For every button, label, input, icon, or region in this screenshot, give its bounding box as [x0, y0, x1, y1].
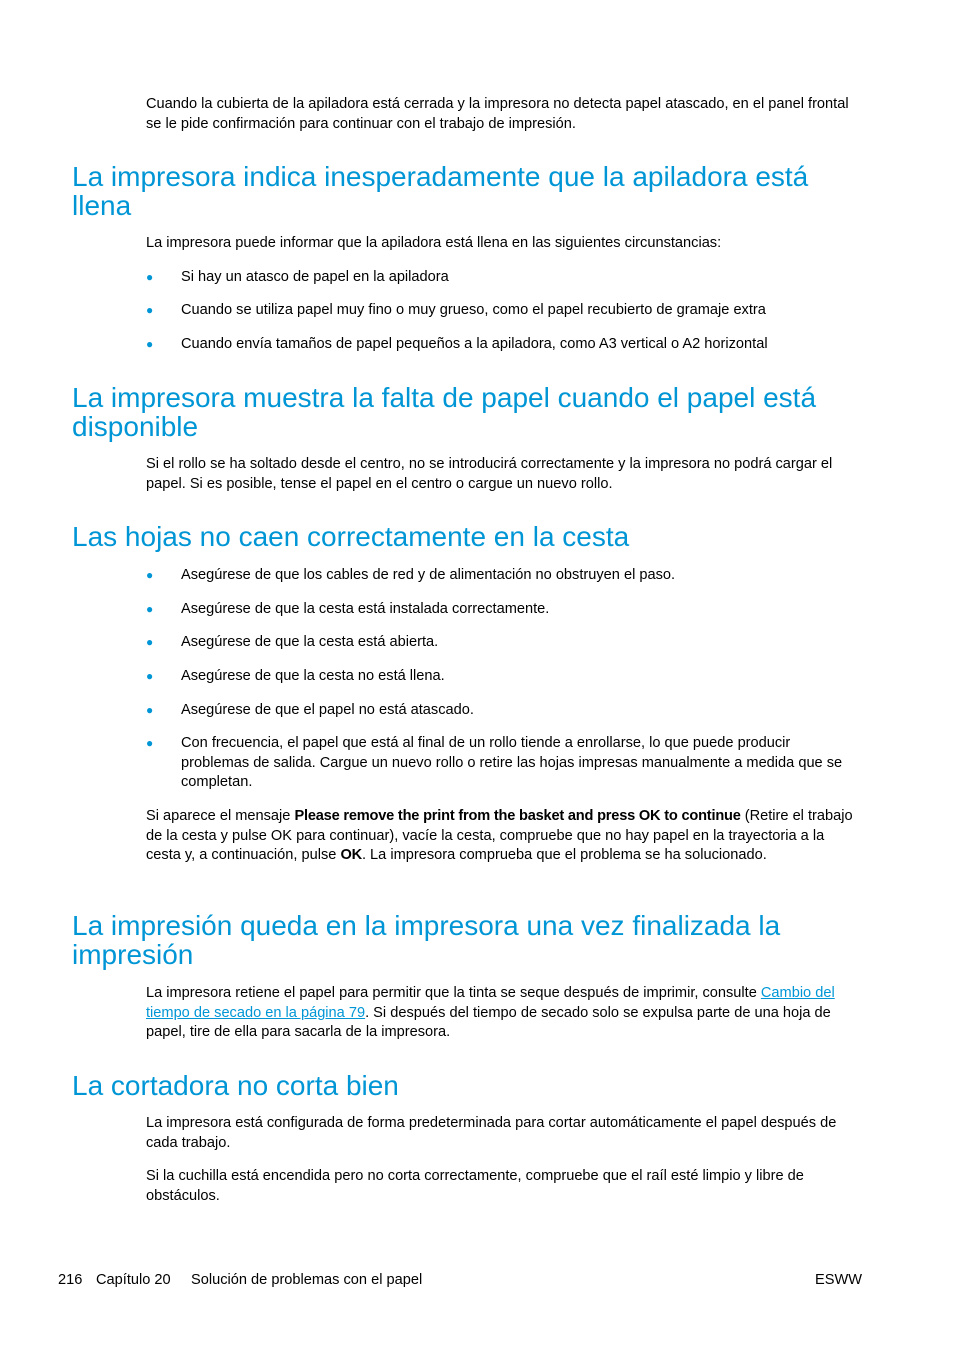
- bullet-dot-icon: ●: [146, 703, 154, 717]
- print-remains-paragraph: La impresora retiene el papel para permitir que la tinta se seque después de imprimir, consulte Cambio del tiempo de secado en la página 79. Si después del tiempo de secado solo se expulsa parte de una hoja de papel, tire de ella para sacarla de la impresora.: [146, 985, 835, 1040]
- cutter-paragraph-1: La impresora está configurada de forma predeterminada para cortar automáticamente el papel después de cada trabajo.: [146, 1115, 837, 1151]
- bullet-dot-icon: ●: [146, 568, 154, 582]
- bullet-dot-icon: ●: [146, 602, 154, 616]
- heading-print-remains: La impresión queda en la impresora una vez finalizada la impresión: [72, 910, 781, 970]
- stacker-full-paragraph: La impresora puede informar que la apiladora está llena en las siguientes circunstancias:: [146, 235, 722, 251]
- paper-missing-paragraph: Si el rollo se ha soltado desde el centro, no se introducirá correctamente y la impresora no podrá cargar el papel. Si es posible, tense el papel en el centro o cargue un nuevo rollo.: [146, 456, 833, 492]
- footer-page-number: 216: [58, 1272, 83, 1288]
- heading-paper-missing: La impresora muestra la falta de papel cuando el papel está disponible: [72, 382, 817, 442]
- cutter-paragraph-2: Si la cuchilla está encendida pero no corta correctamente, compruebe que el raíl esté limpio y libre de obstáculos.: [146, 1168, 804, 1204]
- bullet-dot-icon: ●: [146, 736, 154, 750]
- basket-note-paragraph: Si aparece el mensaje Please remove the print from the basket and press OK to continue (Retire el trabajo de la cesta y pulse OK para continuar), vacíe la cesta, compruebe que no hay papel en la trayectoria a la cesta y, a continuación, pulse OK. La impresora comprueba que el problema se ha solucionado.: [146, 808, 853, 863]
- bullet-dot-icon: ●: [146, 669, 154, 683]
- intro-paragraph: Cuando la cubierta de la apiladora está cerrada y la impresora no detecta papel atascado, en el panel frontal se le pide confirmación para continuar con el trabajo de impresión.: [146, 96, 849, 132]
- heading-cutter: La cortadora no corta bien: [72, 1070, 399, 1101]
- drying-time-link[interactable]: Cambio del tiempo de secado en la página 79: [146, 985, 835, 1021]
- bullet-dot-icon: ●: [146, 303, 154, 317]
- footer-edition: ESWW: [815, 1272, 863, 1288]
- bullet-dot-icon: ●: [146, 337, 154, 351]
- footer-chapter: Capítulo 20: [96, 1272, 171, 1288]
- document-page: Cuando la cubierta de la apiladora está cerrada y la impresora no detecta papel atascado, en el panel frontal se le pide confirmación para continuar con el trabajo de impresión. La impresora indica inesperadamente que la apiladora está llena La impresora puede informar que la apiladora está llena en las siguientes circunstancias: ● Si hay un atasco de papel en la apiladora ● Cuando se utiliza papel muy fino o muy grueso, como el papel recubierto de gramaje extra ● Cuando envía tamaños de papel pequeños a la apiladora, como A3 vertical o A2 horizontal La impresora muestra la falta de papel cuando el papel está disponible Si el rollo se ha soltado desde el centro, no se introducirá correctamente y la impresora no podrá cargar el papel. Si es posible, tense el papel en el centro o cargue un nuevo rollo. Las hojas no caen correctamente en la cesta ● Asegúrese de que los cables de red y de alimentación no obstruyen el paso. ● Asegúrese de que la cesta está instalada correctamente. ● Asegúrese de que la cesta está abierta. ● Asegúrese de que la cesta no está llena. ● Asegúrese de que el papel no está atascado. ● Con frecuencia, el papel que está al final de un rollo tiende a enrollarse, lo que puede producir problemas de salida. Cargue un nuevo rollo o retire las hojas impresas manualmente a medida que se completan. Si aparece el mensaje Please remove the print from the basket and press OK to continue (Retire el trabajo de la cesta y pulse OK para continuar), vacíe la cesta, compruebe que no hay papel en la trayectoria a la cesta y, a continuación, pulse OK. La impresora comprueba que el problema se ha solucionado. La impresión queda en la impresora una vez finalizada la impresión La impresora retiene el papel para permitir que la tinta se seque después de imprimir, consulte Cambio del tiempo de secado en la página 79. Si después del tiempo de secado solo se expulsa parte de una hoja de papel, tire de ella para sacarla de la impresora. La cortadora no corta bien La impresora está configurada de forma predeterminada para cortar automáticamente el papel después de cada trabajo. Si la cuchilla está encendida pero no corta correctamente, compruebe que el raíl esté limpio y libre de obstáculos. 216 Capítulo 20 Solución de problemas con el papel ESWW: [0, 0, 954, 1350]
- heading-basket: Las hojas no caen correctamente en la cesta: [72, 521, 630, 552]
- bullet-dot-icon: ●: [146, 270, 154, 284]
- heading-stacker-full: La impresora indica inesperadamente que la apiladora está llena: [72, 161, 809, 221]
- panel-message: Please remove the print from the basket and press OK to continue: [294, 808, 741, 824]
- footer-chapter-title: Solución de problemas con el papel: [191, 1272, 423, 1288]
- bullet-dot-icon: ●: [146, 635, 154, 649]
- ok-key-label: OK: [340, 847, 362, 863]
